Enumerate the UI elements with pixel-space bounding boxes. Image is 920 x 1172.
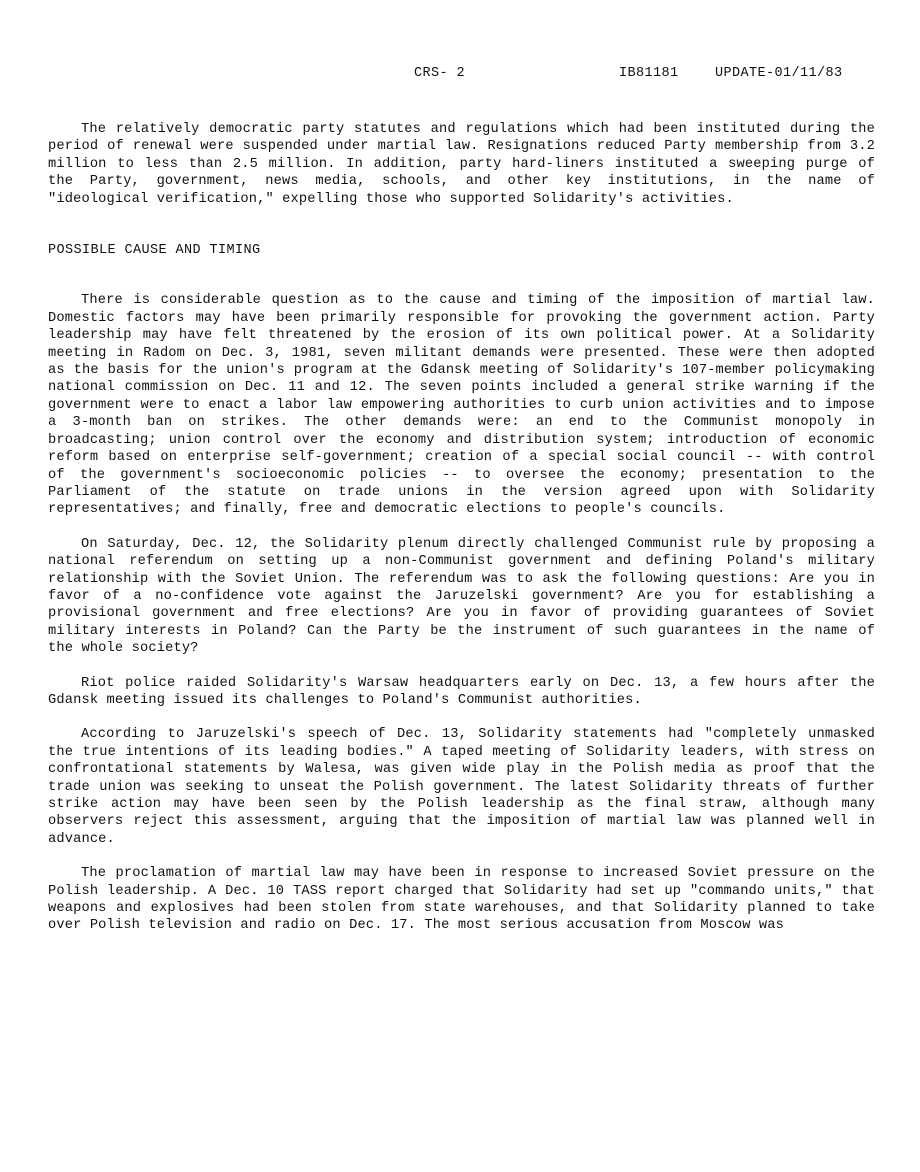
document-body (48, 121, 875, 935)
paragraph-soviet-pressure: The proclamation of martial law may have been in response to increased Soviet pressure on the Polish leadership. A Dec. 10 TASS report charged that Solidarity had set up "commando units," that weapons and explosives had been stolen from state warehouses, and that Solidarity planned to take over Polish television and radio on Dec. 17. The most serious accusation from Moscow was (48, 866, 875, 934)
paragraph-cause-timing: There is considerable question as to the cause and timing of the imposition of martial law. Domestic factors may have been primarily responsible for provoking the government action. Party leadership may have felt threatened by the erosion of its own political power. At a Solidarity meeting in Radom on Dec. 3, 1981, seven militant demands were presented. These were then adopted as the basis for the union's program at the Gdansk meeting of Solidarity's 107-member policymaking national commission on Dec. 11 and 12. The seven points included a general strike warning if the government were to enact a labor law empowering authorities to curb union activities and to impose a 3-month ban on strikes. The other demands were: an end to the Communist monopoly in broadcasting; union control over the economy and distribution system; introduction of economic reform based on enterprise self-government; creation of a special social council -- with control of the government's socioeconomic policies -- to oversee the economy; presentation to the Parliament of the statute on trade unions in the version agreed upon with Solidarity representatives; and finally, free and democratic elections to people's councils. (48, 293, 875, 518)
report-id: IB81181 (619, 66, 679, 81)
page-number-label: CRS- 2 (414, 66, 466, 81)
update-date: UPDATE-01/11/83 (715, 66, 843, 81)
paragraph-referendum: On Saturday, Dec. 12, the Solidarity plenum directly challenged Communist rule by proposing a national referendum on setting up a non-Communist government and defining Poland's military relationship with the Soviet Union. The referendum was to ask the following questions: Are you in favor of a no-confidence vote against the Jaruzelski government? Are you for establishing a provisional government and free elections? Are you in favor of providing guarantees of Soviet military interests in Poland? Can the Party be the instrument of such guarantees in the name of the whole society? (48, 536, 875, 657)
page-header (0, 66, 920, 84)
paragraph-jaruzelski-speech: According to Jaruzelski's speech of Dec. 13, Solidarity statements had "completely unmasked the true intentions of its leading bodies." A taped meeting of Solidarity leaders, with stress on confrontational statements by Walesa, was given wide play in the Polish media as proof that the trade union was seeking to unseat the Polish government. The latest Solidarity threats of further strike action may have been seen by the Polish leadership as the final straw, although many observers reject this assessment, arguing that the imposition of martial law was planned well in advance. (48, 727, 875, 847)
intro-paragraph: The relatively democratic party statutes and regulations which had been instituted during the period of renewal were suspended under martial law. Resignations reduced Party membership from 3.2 million to less than 2.5 million. In addition, party hard-liners instituted a sweeping purge of the Party, government, news media, schools, and other key institutions, in the name of "ideological verification," expelling those who supported Solidarity's activities. (48, 122, 875, 207)
paragraph-police-raid: Riot police raided Solidarity's Warsaw headquarters early on Dec. 13, a few hours after the Gdansk meeting issued its challenges to Poland's Communist authorities. (48, 675, 875, 708)
section-heading: POSSIBLE CAUSE AND TIMING (48, 243, 261, 259)
